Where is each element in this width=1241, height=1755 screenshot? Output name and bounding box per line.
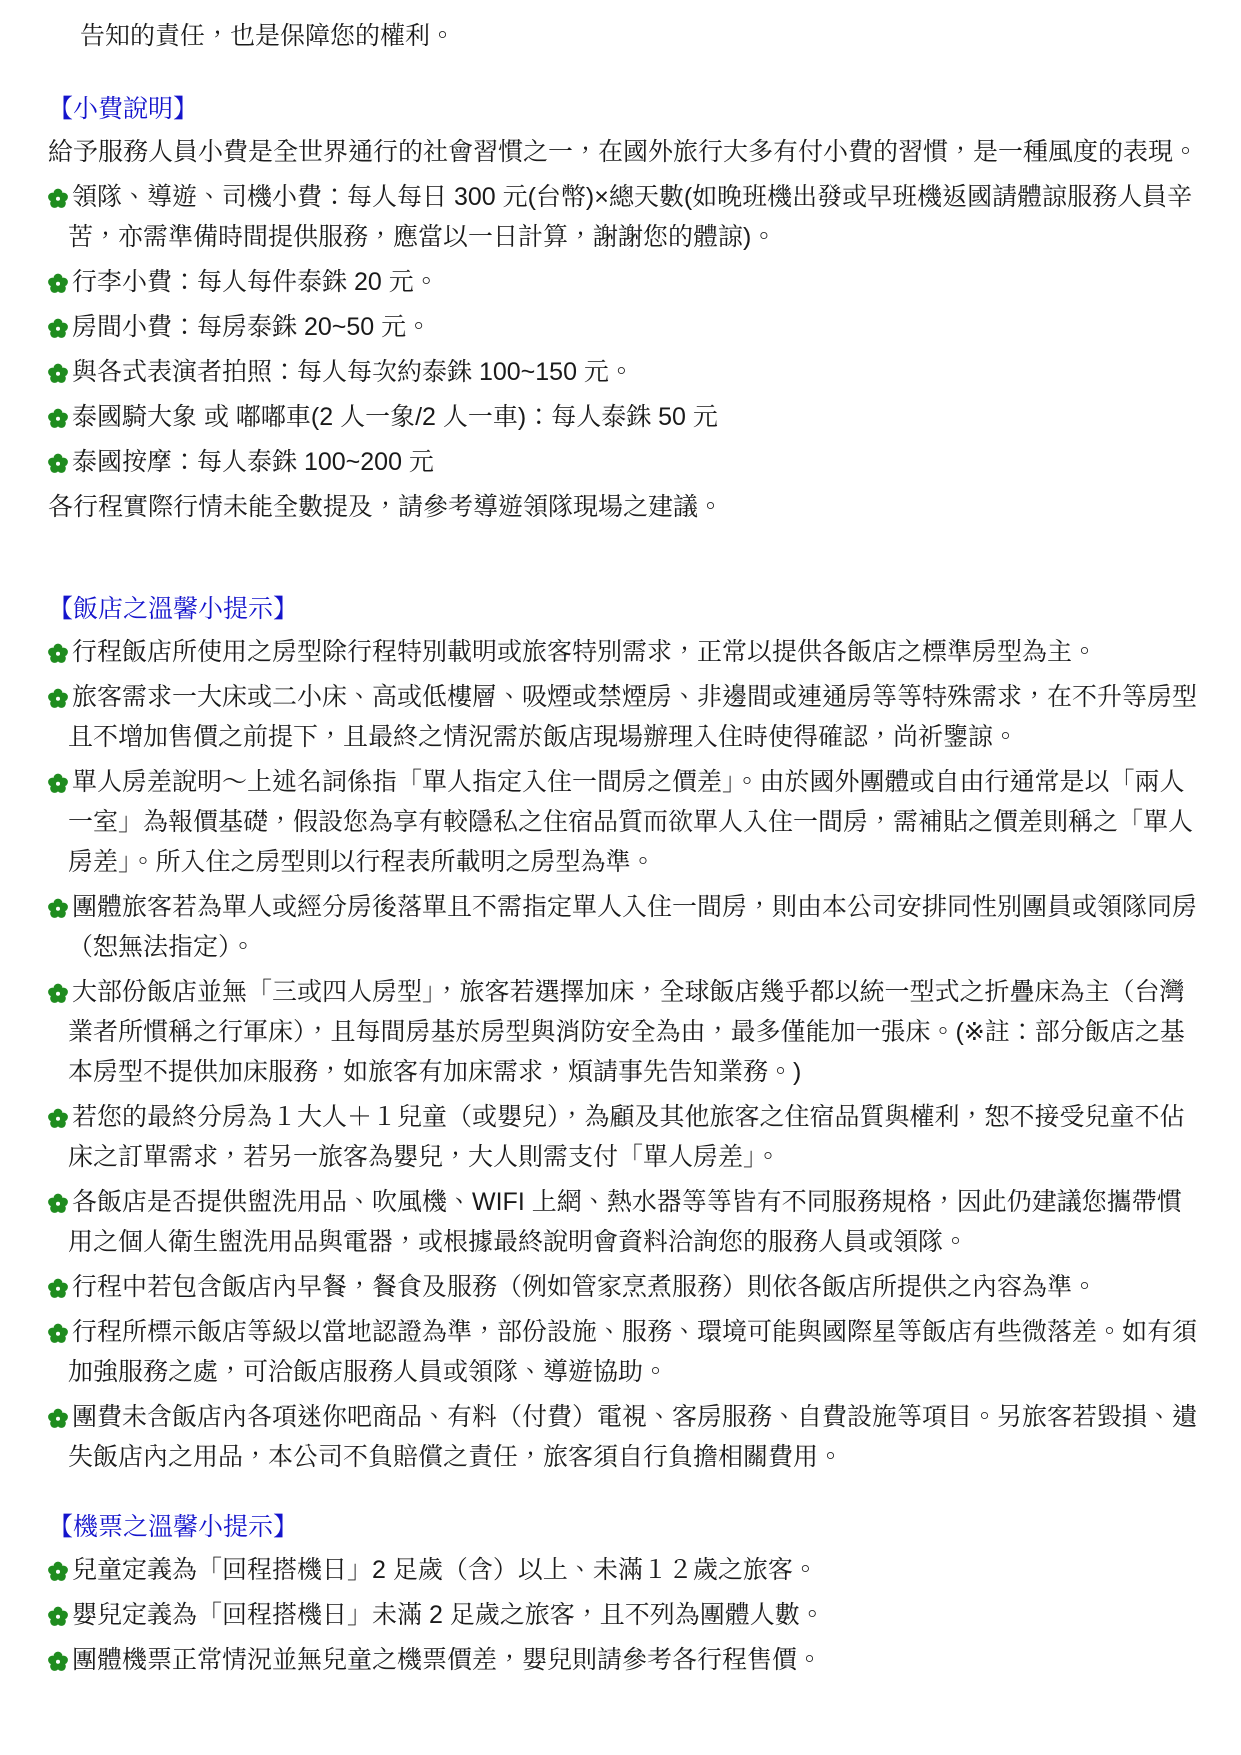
flower-bullet-icon (48, 318, 68, 338)
list-item-text: 泰國騎大象 或 嘟嘟車(2 人一象/2 人一車)：每人泰銖 50 元 (72, 403, 718, 431)
list-item-text: 泰國按摩：每人泰銖 100~200 元 (72, 448, 434, 476)
list-item-text: 兒童定義為「回程搭機日」2 足歲（含）以上、未滿１２歲之旅客。 (72, 1556, 818, 1584)
list-item-text: 嬰兒定義為「回程搭機日」未滿 2 足歲之旅客，且不列為團體人數。 (72, 1601, 825, 1629)
list-item (48, 1595, 1206, 1635)
flower-bullet-icon (48, 1278, 68, 1298)
flower-bullet-icon (48, 688, 68, 708)
list-item-text: 行程中若包含飯店內早餐，餐食及服務（例如管家烹煮服務）則依各飯店所提供之內容為準。 (72, 1273, 1098, 1301)
list-item-text: 房間小費：每房泰銖 20~50 元。 (72, 313, 432, 341)
section-tipping (48, 89, 1206, 527)
list-item-text: 團體旅客若為單人或經分房後落單且不需指定單人入住一間房，則由本公司安排同性別團員或領隊同房（恕無法指定）。 (68, 893, 1198, 961)
list-item-text: 行程飯店所使用之房型除行程特別載明或旅客特別需求，正常以提供各飯店之標準房型為主。 (72, 638, 1098, 666)
flower-bullet-icon (48, 898, 68, 918)
list-item (48, 677, 1206, 757)
flower-bullet-icon (48, 408, 68, 428)
list-item (48, 1182, 1206, 1262)
list-item-text: 行程所標示飯店等級以當地認證為準，部份設施、服務、環境可能與國際星等飯店有些微落差。如有須加強服務之處，可洽飯店服務人員或領隊、導遊協助。 (68, 1318, 1198, 1386)
flower-bullet-icon (48, 643, 68, 663)
list-item (48, 1312, 1206, 1392)
list-item-text: 旅客需求一大床或二小床、高或低樓層、吸煙或禁煙房、非邊間或連通房等等特殊需求，在不升等房型且不增加售價之前提下，且最終之情況需於飯店現場辦理入住時使得確認，尚祈鑒諒。 (68, 683, 1198, 751)
flower-bullet-icon (48, 363, 68, 383)
list-item (48, 352, 1206, 392)
flower-bullet-icon (48, 983, 68, 1003)
list-item (48, 442, 1206, 482)
list-item (48, 1097, 1206, 1177)
list-item (48, 1640, 1206, 1680)
list-item-text: 團體機票正常情況並無兒童之機票價差，嬰兒則請參考各行程售價。 (72, 1646, 823, 1674)
flower-bullet-icon (48, 773, 68, 793)
flower-bullet-icon (48, 1606, 68, 1626)
section-heading-tipping: 【小費說明】 (48, 95, 199, 123)
section-footer: 各行程實際行情未能全數提及，請參考導遊領隊現場之建議。 (48, 493, 724, 521)
flower-bullet-icon (48, 1561, 68, 1581)
section-heading-airticket: 【機票之溫馨小提示】 (48, 1513, 299, 1541)
list-item (48, 1550, 1206, 1590)
list-item-text: 團費未含飯店內各項迷你吧商品、有料（付費）電視、客房服務、自費設施等項目。另旅客若毀損、遺失飯店內之用品，本公司不負賠償之責任，旅客須自行負擔相關費用。 (68, 1403, 1198, 1471)
list-item (48, 1397, 1206, 1477)
document-content (48, 16, 1206, 1680)
list-item-text: 領隊、導遊、司機小費：每人每日 300 元(台幣)×總天數(如晚班機出發或早班機返國請體諒服務人員辛苦，亦需準備時間提供服務，應當以一日計算，謝謝您的體諒)。 (68, 183, 1193, 251)
flower-bullet-icon (48, 1108, 68, 1128)
flower-bullet-icon (48, 188, 68, 208)
list-item (48, 887, 1206, 967)
list-item-text: 行李小費：每人每件泰銖 20 元。 (72, 268, 439, 296)
list-item-text: 大部份飯店並無「三或四人房型」，旅客若選擇加床，全球飯店幾乎都以統一型式之折疊床為主（台灣業者所慣稱之行軍床），且每間房基於房型與消防安全為由，最多僅能加一張床。(※註：部分飯店之基本房型不提供加床服務，如旅客有加床需求，煩請事先告知業務。) (68, 978, 1185, 1086)
list-item-text: 若您的最終分房為１大人＋１兒童（或嬰兒），為顧及其他旅客之住宿品質與權利，恕不接受兒童不佔床之訂單需求，若另一旅客為嬰兒，大人則需支付「單人房差」。 (68, 1103, 1185, 1171)
flower-bullet-icon (48, 1651, 68, 1671)
list-item (48, 177, 1206, 257)
flower-bullet-icon (48, 1193, 68, 1213)
opening-paragraph: 告知的責任，也是保障您的權利。 (80, 22, 456, 50)
list-item (48, 1267, 1206, 1307)
section-intro: 給予服務人員小費是全世界通行的社會習慣之一，在國外旅行大多有付小費的習慣，是一種風度的表現。 (48, 138, 1199, 166)
list-item (48, 262, 1206, 302)
list-item (48, 307, 1206, 347)
list-item (48, 397, 1206, 437)
list-item (48, 632, 1206, 672)
list-item-text: 單人房差說明～上述名詞係指「單人指定入住一間房之價差」。由於國外團體或自由行通常是以「兩人一室」為報價基礎，假設您為享有較隱私之住宿品質而欲單人入住一間房，需補貼之價差則稱之「單人房差」。所入住之房型則以行程表所載明之房型為準。 (68, 768, 1194, 876)
section-heading-hotel: 【飯店之溫馨小提示】 (48, 595, 299, 623)
list-item-text: 各飯店是否提供盥洗用品、吹風機、WIFI 上網、熱水器等等皆有不同服務規格，因此仍建議您攜帶慣用之個人衛生盥洗用品與電器，或根據最終說明會資料洽詢您的服務人員或領隊。 (68, 1188, 1182, 1256)
flower-bullet-icon (48, 1408, 68, 1428)
flower-bullet-icon (48, 453, 68, 473)
list-item (48, 972, 1206, 1092)
section-airticket (48, 1507, 1206, 1680)
section-hotel (48, 589, 1206, 1477)
list-item (48, 762, 1206, 882)
flower-bullet-icon (48, 1323, 68, 1343)
flower-bullet-icon (48, 273, 68, 293)
list-item-text: 與各式表演者拍照：每人每次約泰銖 100~150 元。 (72, 358, 634, 386)
